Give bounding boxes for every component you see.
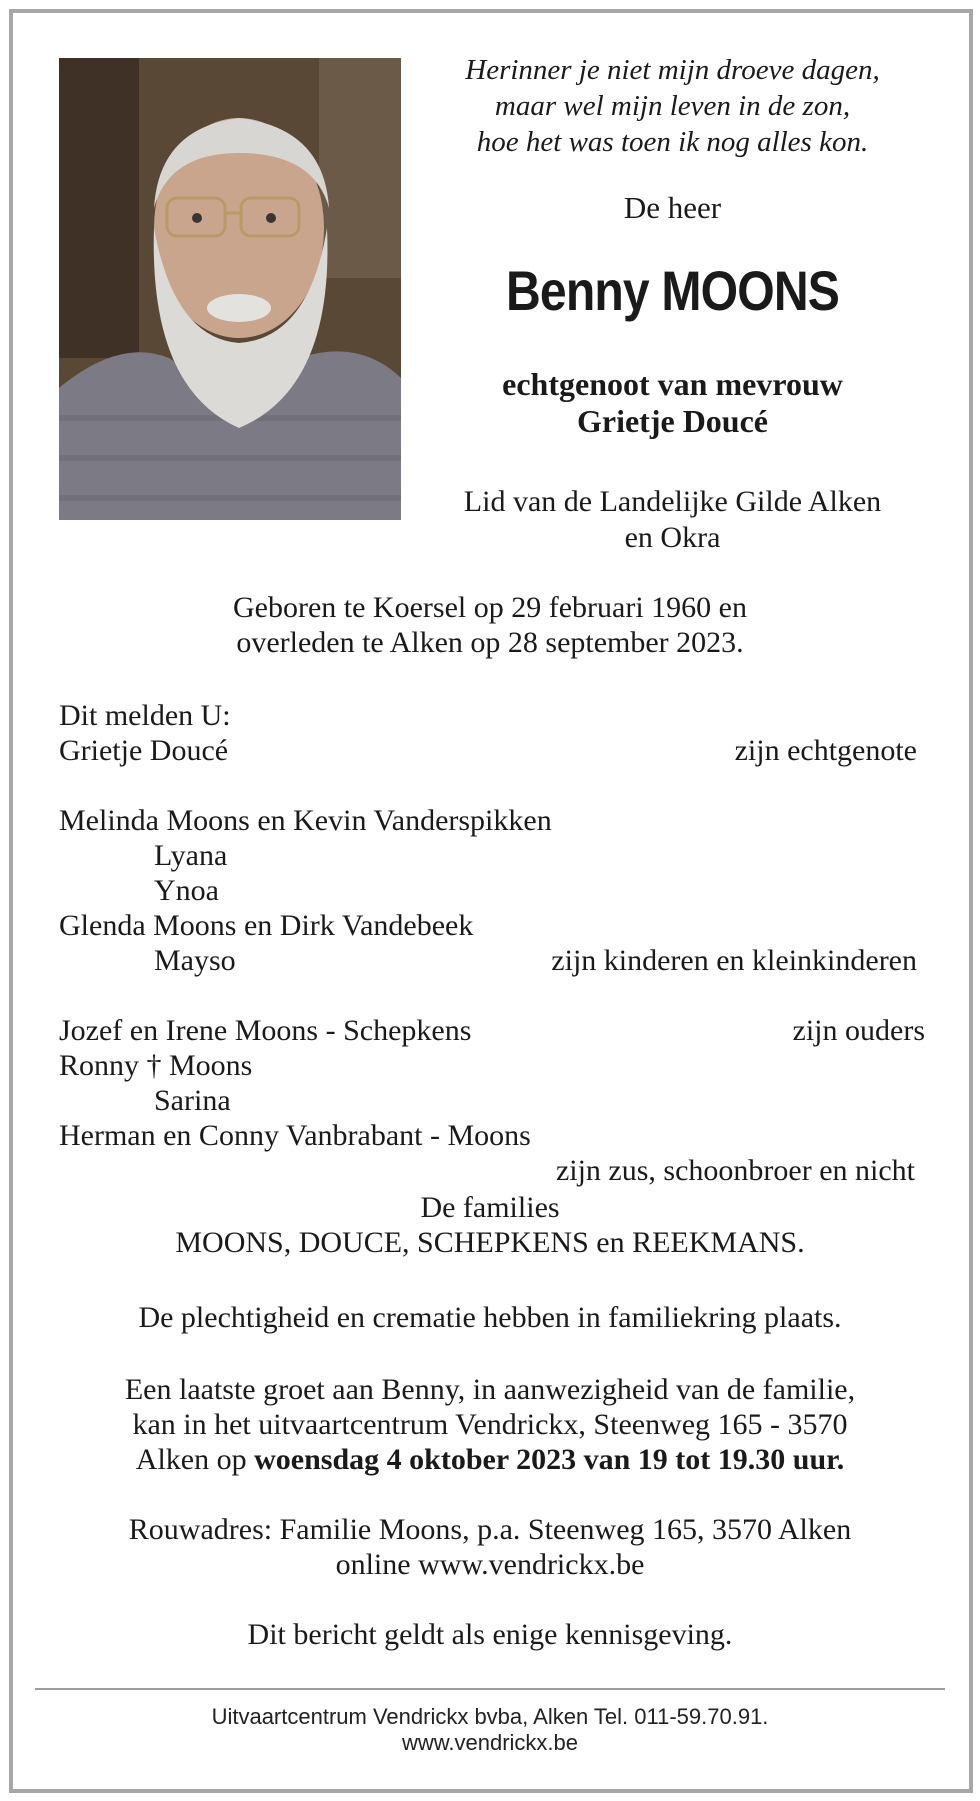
death-line: overleden te Alken op 28 september 2023. [236,626,744,659]
list-item [59,698,925,733]
list-item [59,838,925,873]
greeting-line: kan in het uitvaartcentrum Vendrickx, Steenweg 165 - 3570 [132,1408,848,1441]
family-member: Lyana [154,839,228,872]
families-label: De families [420,1191,560,1224]
relation: zijn ouders [792,1014,925,1047]
greeting-line: Een laatste groet aan Benny, in aanwezigheid van de familie, [124,1373,856,1406]
family-member: Ronny † Moons [59,1049,253,1082]
footer [35,1704,945,1756]
relation: zijn echtgenote [734,734,917,767]
list-item [59,733,925,768]
spouse-line: echtgenoot van mevrouw [502,366,843,402]
ceremony-text: De plechtigheid en crematie hebben in familiekring plaats. [138,1301,842,1334]
footer-divider [35,1688,945,1690]
list-item [59,943,925,978]
spouse-name: Grietje Doucé [576,403,768,439]
list-item [59,1048,925,1083]
family-member: Jozef en Irene Moons - Schepkens [59,1014,472,1047]
footer-website: www.vendrickx.be [401,1730,579,1755]
family-member: Sarina [154,1084,231,1117]
families-block [40,1190,940,1260]
list-item [59,1118,925,1153]
address-block [40,1512,940,1582]
family-member: Glenda Moons en Dirk Vandebeek [59,909,474,942]
intro: Dit melden U: [59,699,231,732]
list-item [59,1153,925,1188]
spouse-info [420,366,925,440]
greeting-line [40,1442,940,1477]
greeting-block [40,1372,940,1477]
families-names: MOONS, DOUCE, SCHEPKENS en REEKMANS. [175,1226,805,1259]
membership [420,484,925,556]
family-member: Mayso [154,944,236,977]
portrait-photo [59,58,401,520]
list-item [59,803,925,838]
membership-line: Lid van de Landelijke Gilde Alken [463,485,882,518]
notice-text: Dit bericht geldt als enige kennisgeving. [247,1618,733,1651]
honorific: De heer [623,190,722,225]
relation: zijn zus, schoonbroer en nicht [555,1154,915,1187]
relation: zijn kinderen en kleinkinderen [551,944,917,977]
footer-company: Uitvaartcentrum Vendrickx bvba, Alken Tel. 011-59.70.91. [211,1704,769,1729]
list-item [59,908,925,943]
membership-line: en Okra [624,521,721,554]
list-item [59,1083,925,1118]
announcement-list [59,698,925,1188]
greeting-date: woensdag 4 oktober 2023 van 19 tot 19.30 uur. [254,1443,845,1476]
list-item [59,873,925,908]
greeting-prefix: Alken op [135,1443,255,1476]
list-item [59,1013,925,1048]
poem [420,52,925,160]
family-member: Ynoa [154,874,219,907]
family-member: Melinda Moons en Kevin Vanderspikken [59,804,552,837]
deceased-name: Benny MOONS [505,259,840,322]
website-line: online www.vendrickx.be [335,1548,645,1581]
poem-line: maar wel mijn leven in de zon, [494,90,851,122]
address-line: Rouwadres: Familie Moons, p.a. Steenweg 165, 3570 Alken [128,1513,852,1546]
poem-line: hoe het was toen ik nog alles kon. [476,126,869,158]
family-member: Herman en Conny Vanbrabant - Moons [59,1119,531,1152]
poem-line: Herinner je niet mijn droeve dagen, [465,54,880,86]
spouse-name: Grietje Doucé [59,734,229,767]
birth-death-info [40,590,940,660]
birth-line: Geboren te Koersel op 29 februari 1960 en [233,591,747,624]
